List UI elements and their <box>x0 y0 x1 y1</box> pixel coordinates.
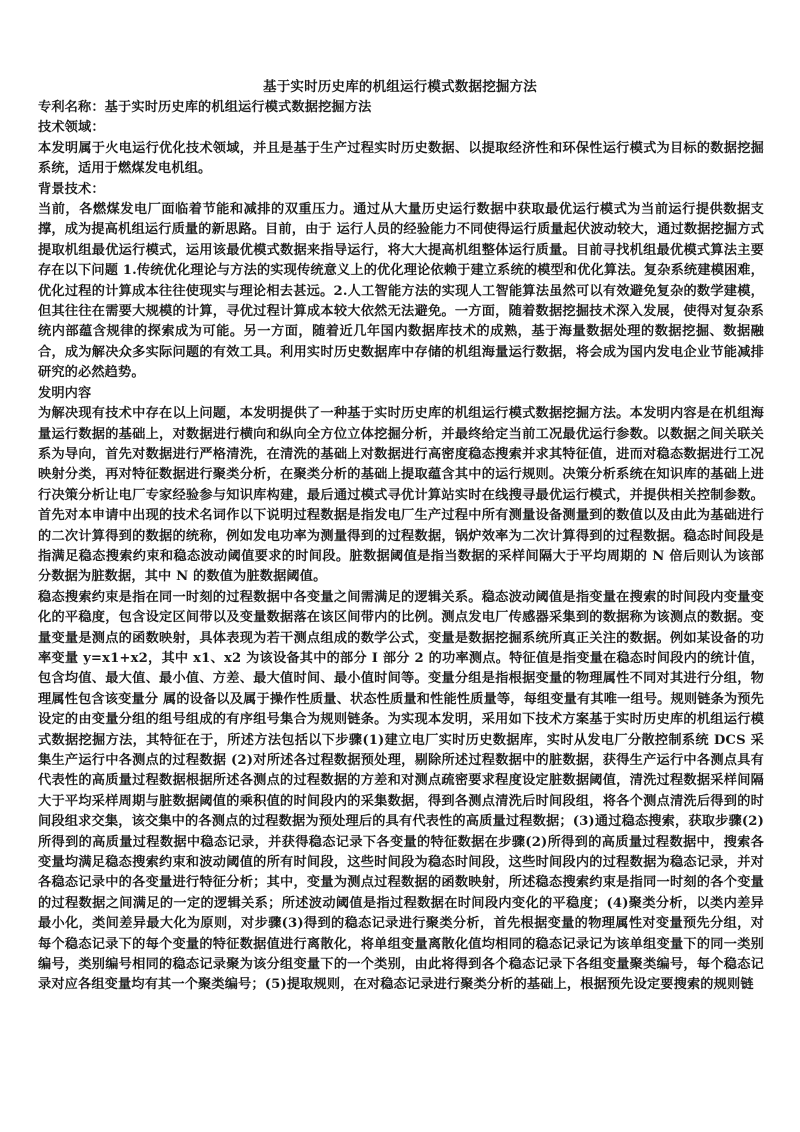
document-body <box>38 98 764 996</box>
tech-field-heading: 技术领域： <box>38 120 105 136</box>
document-title: 基于实时历史库的机组运行模式数据挖掘方法 <box>263 79 537 95</box>
background-paragraph: 当前，各燃煤发电厂面临着节能和减排的双重压力。通过从大量历史运行数据中获取最优运行模式为当前运行提供数据支撑，成为提高机组运行质量的新思路。目前，由于 运行人员的经验能力不同使得运行质量起伏波动较大，通过数据挖掘方式提取机组最优运行模式，运用该最优模式数据来指导运行，将大大提高机组整体运行质量。目前寻找机组最优模式算法主要存在以下问题 1.传统优化理论与方法的实现传统意义上的优化理论依赖于建立系统的模型和优化算法。复杂系统建模困难，优化过程的计算成本往往使现实与理论相去甚远。2.人工智能方法的实现人工智能算法虽然可以有效避免复杂的数学建模，但其往往在需要大规模的计算，寻优过程计算成本较大依然无法避免。一方面，随着数据挖掘技术深入发展，使得对复杂系统内部蕴含规律的探索成为可能。另一方面，随着近几年国内数据库技术的成熟，基于海量数据处理的数据挖掘、数据融合，成为解决众多实际问题的有效工具。利用实时历史数据库中存储的机组海量运行数据，将会成为国内发电企业节能减排研究的必然趋势。 <box>38 202 764 381</box>
tech-field-paragraph: 本发明属于火电运行优化技术领域，并且是基于生产过程实时历史数据、以提取经济性和环保性运行模式为目标的数据挖掘系统，适用于燃煤发电机组。 <box>38 140 764 177</box>
invention-paragraph-1: 为解决现有技术中存在以上问题，本发明提供了一种基于实时历史库的机组运行模式数据挖掘方法。本发明内容是在机组海量运行数据的基础上，对数据进行横向和纵向全方位立体挖掘分析，并最终给定当前工况最优运行参数。以数据之间关联关系为导向，首先对数据进行严格清洗，在清洗的基础上对数据进行高密度稳态搜索并求其特征值，进而对稳态数据进行工况映射分类，再对特征数据进行聚类分析，在聚类分析的基础上提取蕴含其中的运行规则。决策分析系统在知识库的基础上进行决策分析让电厂专家经验参与知识库构建，最后通过模式寻优计算站实时在线搜寻最优运行模式，并提供相关控制参数。首先对本申请中出现的技术名词作以下说明过程数据是指发电厂生产过程中所有测量设备测量到的数值以及由此为基础进行的二次计算得到的数据的统称，例如发电功率为测量得到的过程数据，锅炉效率为二次计算得到的过程数据。稳态时间段是指满足稳态搜索约束和稳态波动阈值要求的时间段。脏数据阈值是指当数据的采样间隔大于平均周期的 N 倍后则认为该部分数据为脏数据，其中 N 的数值为脏数据阈值。 <box>38 406 764 585</box>
invention-heading: 发明内容 <box>38 385 92 401</box>
background-heading: 背景技术： <box>38 181 105 197</box>
patent-name-line: 专利名称：基于实时历史库的机组运行模式数据挖掘方法 <box>38 100 372 115</box>
invention-paragraph-2: 稳态搜索约束是指在同一时刻的过程数据中各变量之间需满足的逻辑关系。稳态波动阈值是指变量在搜索的时间段内变量变化的平稳度，包含设定区间带以及变量数据落在该区间带内的比例。测点发电厂传感器采集到的数据称为该测点的数据。变量变量是测点的函数映射，具体表现为若干测点组成的数学公式，变量是数据挖掘系统所真正关注的数据。例如某设备的功率变量 y=x1+x2，其中 x1、x2 为该设备其中的部分 I 部分 2 的功率测点。特征值是指变量在稳态时间段内的统计值，包含均值、最大值、最小值、方差、最大值时间、最小值时间等。变量分组是指根据变量的物理属性不同对其进行分组，物理属性包含该变量分 属的设备以及属于操作性质量、状态性质量和性能性质量等，每组变量有其唯一组号。规则链条为预先设定的由变量分组的组号组成的有序组号集合为规则链条。为实现本发明，采用如下技术方案基于实时历史库的机组运行模式数据挖掘方法，其特征在于，所述方法包括以下步骤(1)建立电厂实时历史数据库，实时从发电厂分散控制系统 DCS 采集生产运行中各测点的过程数据 (2)对所述各过程数据预处理，剔除所述过程数据中的脏数据，获得生产运行中各测点具有代表性的高质量过程数据根据所述各测点的过程数据的方差和对测点疏密要求程度设定脏数据阈值，清洗过程数据采样间隔大于平均采样周期与脏数据阈值的乘积值的时间段内的采集数据，得到各测点清洗后时间段组，将各个测点清洗后得到的时间段组求交集，该交集中的各测点的过程数据为预处理后的具有代表性的高质量过程数据；(3)通过稳态搜索，获取步骤(2)所得到的高质量过程数据中稳态记录，并获得稳态记录下各变量的特征数据在步骤(2)所得到的高质量过程数据中，搜索各变量均满足稳态搜索约束和波动阈值的所有时间段，这些时间段为稳态时间段，这些时间段内的过程数据为稳态记录，并对各稳态记录中的各变量进行特征分析；其中，变量为测点过程数据的函数映射，所述稳态搜索约束是指同一时刻的各个变量的过程数据之间满足的一定的逻辑关系；所述波动阈值是指过程数据在时间段内变化的平稳度；(4)聚类分析，以类内差异最小化，类间差异最大化为原则，对步骤(3)得到的稳态记录进行聚类分析，首先根据变量的物理属性对变量预先分组，对每个稳态记录下的每个变量的特征数据值进行离散化，将单组变量离散化值均相同的稳态记录记为该单组变量下的同一类别编号，类别编号相同的稳态记录聚为该分组变量下的一个类别，由此将得到各个稳态记录下各组变量聚类编号，每个稳态记录对应各组变量均有其一个聚类编号；(5)提取规则，在对稳态记录进行聚类分析的基础上，根据预先设定要搜索的规则链 <box>38 589 764 993</box>
